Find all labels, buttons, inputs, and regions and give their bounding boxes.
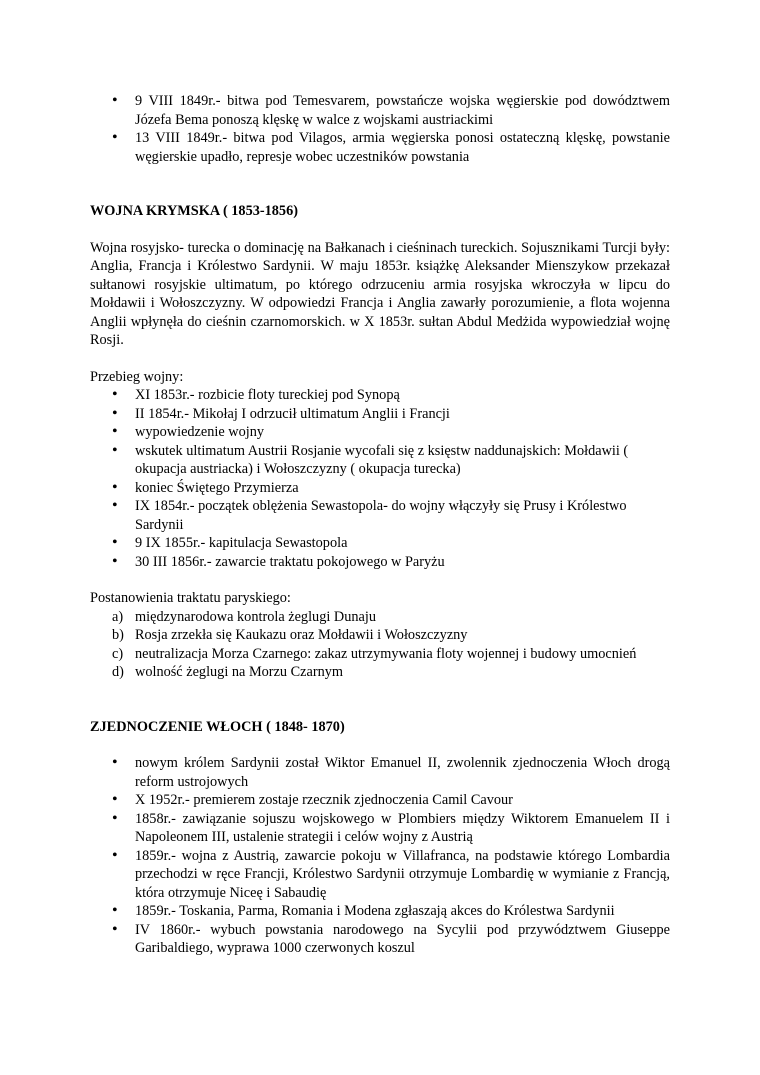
list-letter: c) [112,645,124,662]
list-item: • 9 VIII 1849r.- bitwa pod Temesvarem, powstańcze wojska węgierskie pod dowództwem Józefa Bema ponoszą klęskę w walce z wojskami austriackimi [90,92,670,129]
list-item: • 1859r.- wojna z Austrią, zawarcie pokoju w Villafranca, na podstawie którego Lombardia przechodzi w ręce Francji, Królestwo Sardynii otrzymuje Lombardię w wymianie z Francją, która otrzymuje Niceę i Sabaudię [90,847,670,903]
list-item: • koniec Świętego Przymierza [90,479,670,498]
section-heading-crimean-war: WOJNA KRYMSKA ( 1853-1856) [90,203,298,219]
course-label: Przebieg wojny: [90,368,184,385]
list-item-text: Rosja zrzekła się Kaukazu oraz Mołdawii i Wołoszczyzny [135,627,468,643]
document-page [90,92,670,958]
list-letter: b) [112,627,124,643]
list-item: • 1859r.- Toskania, Parma, Romania i Modena zgłaszają akces do Królestwa Sardynii [90,902,670,921]
course-list [90,386,670,571]
list-item [90,663,670,682]
list-item [90,645,670,664]
list-item: • IV 1860r.- wybuch powstania narodowego na Sycylii pod przywództwem Giuseppe Garibaldiego, wyprawa 1000 czerwonych koszul [90,921,670,958]
list-item: • II 1854r.- Mikołaj I odrzucił ultimatum Anglii i Francji [90,405,670,424]
list-item-text: neutralizacja Morza Czarnego: zakaz utrzymywania floty wojennej i budowy umocnień [135,645,637,662]
list-item: • 30 III 1856r.- zawarcie traktatu pokojowego w Paryżu [90,553,670,572]
list-item: • XI 1853r.- rozbicie floty tureckiej pod Synopą [90,386,670,405]
italy-list [90,754,670,958]
section-heading-italy: ZJEDNOCZENIE WŁOCH ( 1848- 1870) [90,718,345,735]
list-item: • 9 IX 1855r.- kapitulacja Sewastopola [90,534,670,553]
list-item: • 13 VIII 1849r.- bitwa pod Vilagos, armia węgierska ponosi ostateczną klęskę, powstanie węgierskie upadło, represje wobec uczestników powstania [90,129,670,166]
list-letter: a) [112,608,124,625]
list-item: • wypowiedzenie wojny [90,423,670,442]
treaty-list [90,608,670,682]
crimean-war-intro: Wojna rosyjsko- turecka o dominację na Bałkanach i cieśninach tureckich. Sojusznikami Turcji były: Anglia, Francja i Królestwo Sardynii. W maju 1853r. książkę Aleksander Mienszykow przekazał sułtanowi rosyjskie ultimatum, po którego odrzuceniu armia rosyjska wkroczyła w lipcu do Mołdawii i Wołoszczyzny. W odpowiedzi Francja i Anglia zawarły porozumienie, a flota wojenna Anglii wpłynęła do cieśnin czarnomorskich. w X 1853r. sułtan Abdul Medżida wypowiedział wojnę Rosji. [90,239,670,348]
list-item: • 1858r.- zawiązanie sojuszu wojskowego w Plombiers między Wiktorem Emanuelem II i Napoleonem III, ustalenie strategii i celów wojny z Austrią [90,810,670,847]
list-item: • X 1952r.- premierem zostaje rzecznik zjednoczenia Camil Cavour [90,791,670,810]
list-item: • nowym królem Sardynii został Wiktor Emanuel II, zwolennik zjednoczenia Włoch drogą reform ustrojowych [90,754,670,791]
list-item [90,626,670,645]
list-item-text: wolność żeglugi na Morzu Czarnym [135,664,344,680]
list-item-text: międzynarodowa kontrola żeglugi Dunaju [135,608,376,625]
hungary-list [90,92,670,166]
list-item: • IX 1854r.- początek oblężenia Sewastopola- do wojny włączyły się Prusy i Królestwo Sardynii [90,497,670,534]
list-item: • wskutek ultimatum Austrii Rosjanie wycofali się z księstw naddunajskich: Mołdawii ( okupacja austriacka) i Wołoszczyzny ( okupacja turecka) [90,442,670,479]
treaty-label: Postanowienia traktatu paryskiego: [90,590,291,606]
list-item [90,608,670,627]
list-letter: d) [112,664,124,680]
